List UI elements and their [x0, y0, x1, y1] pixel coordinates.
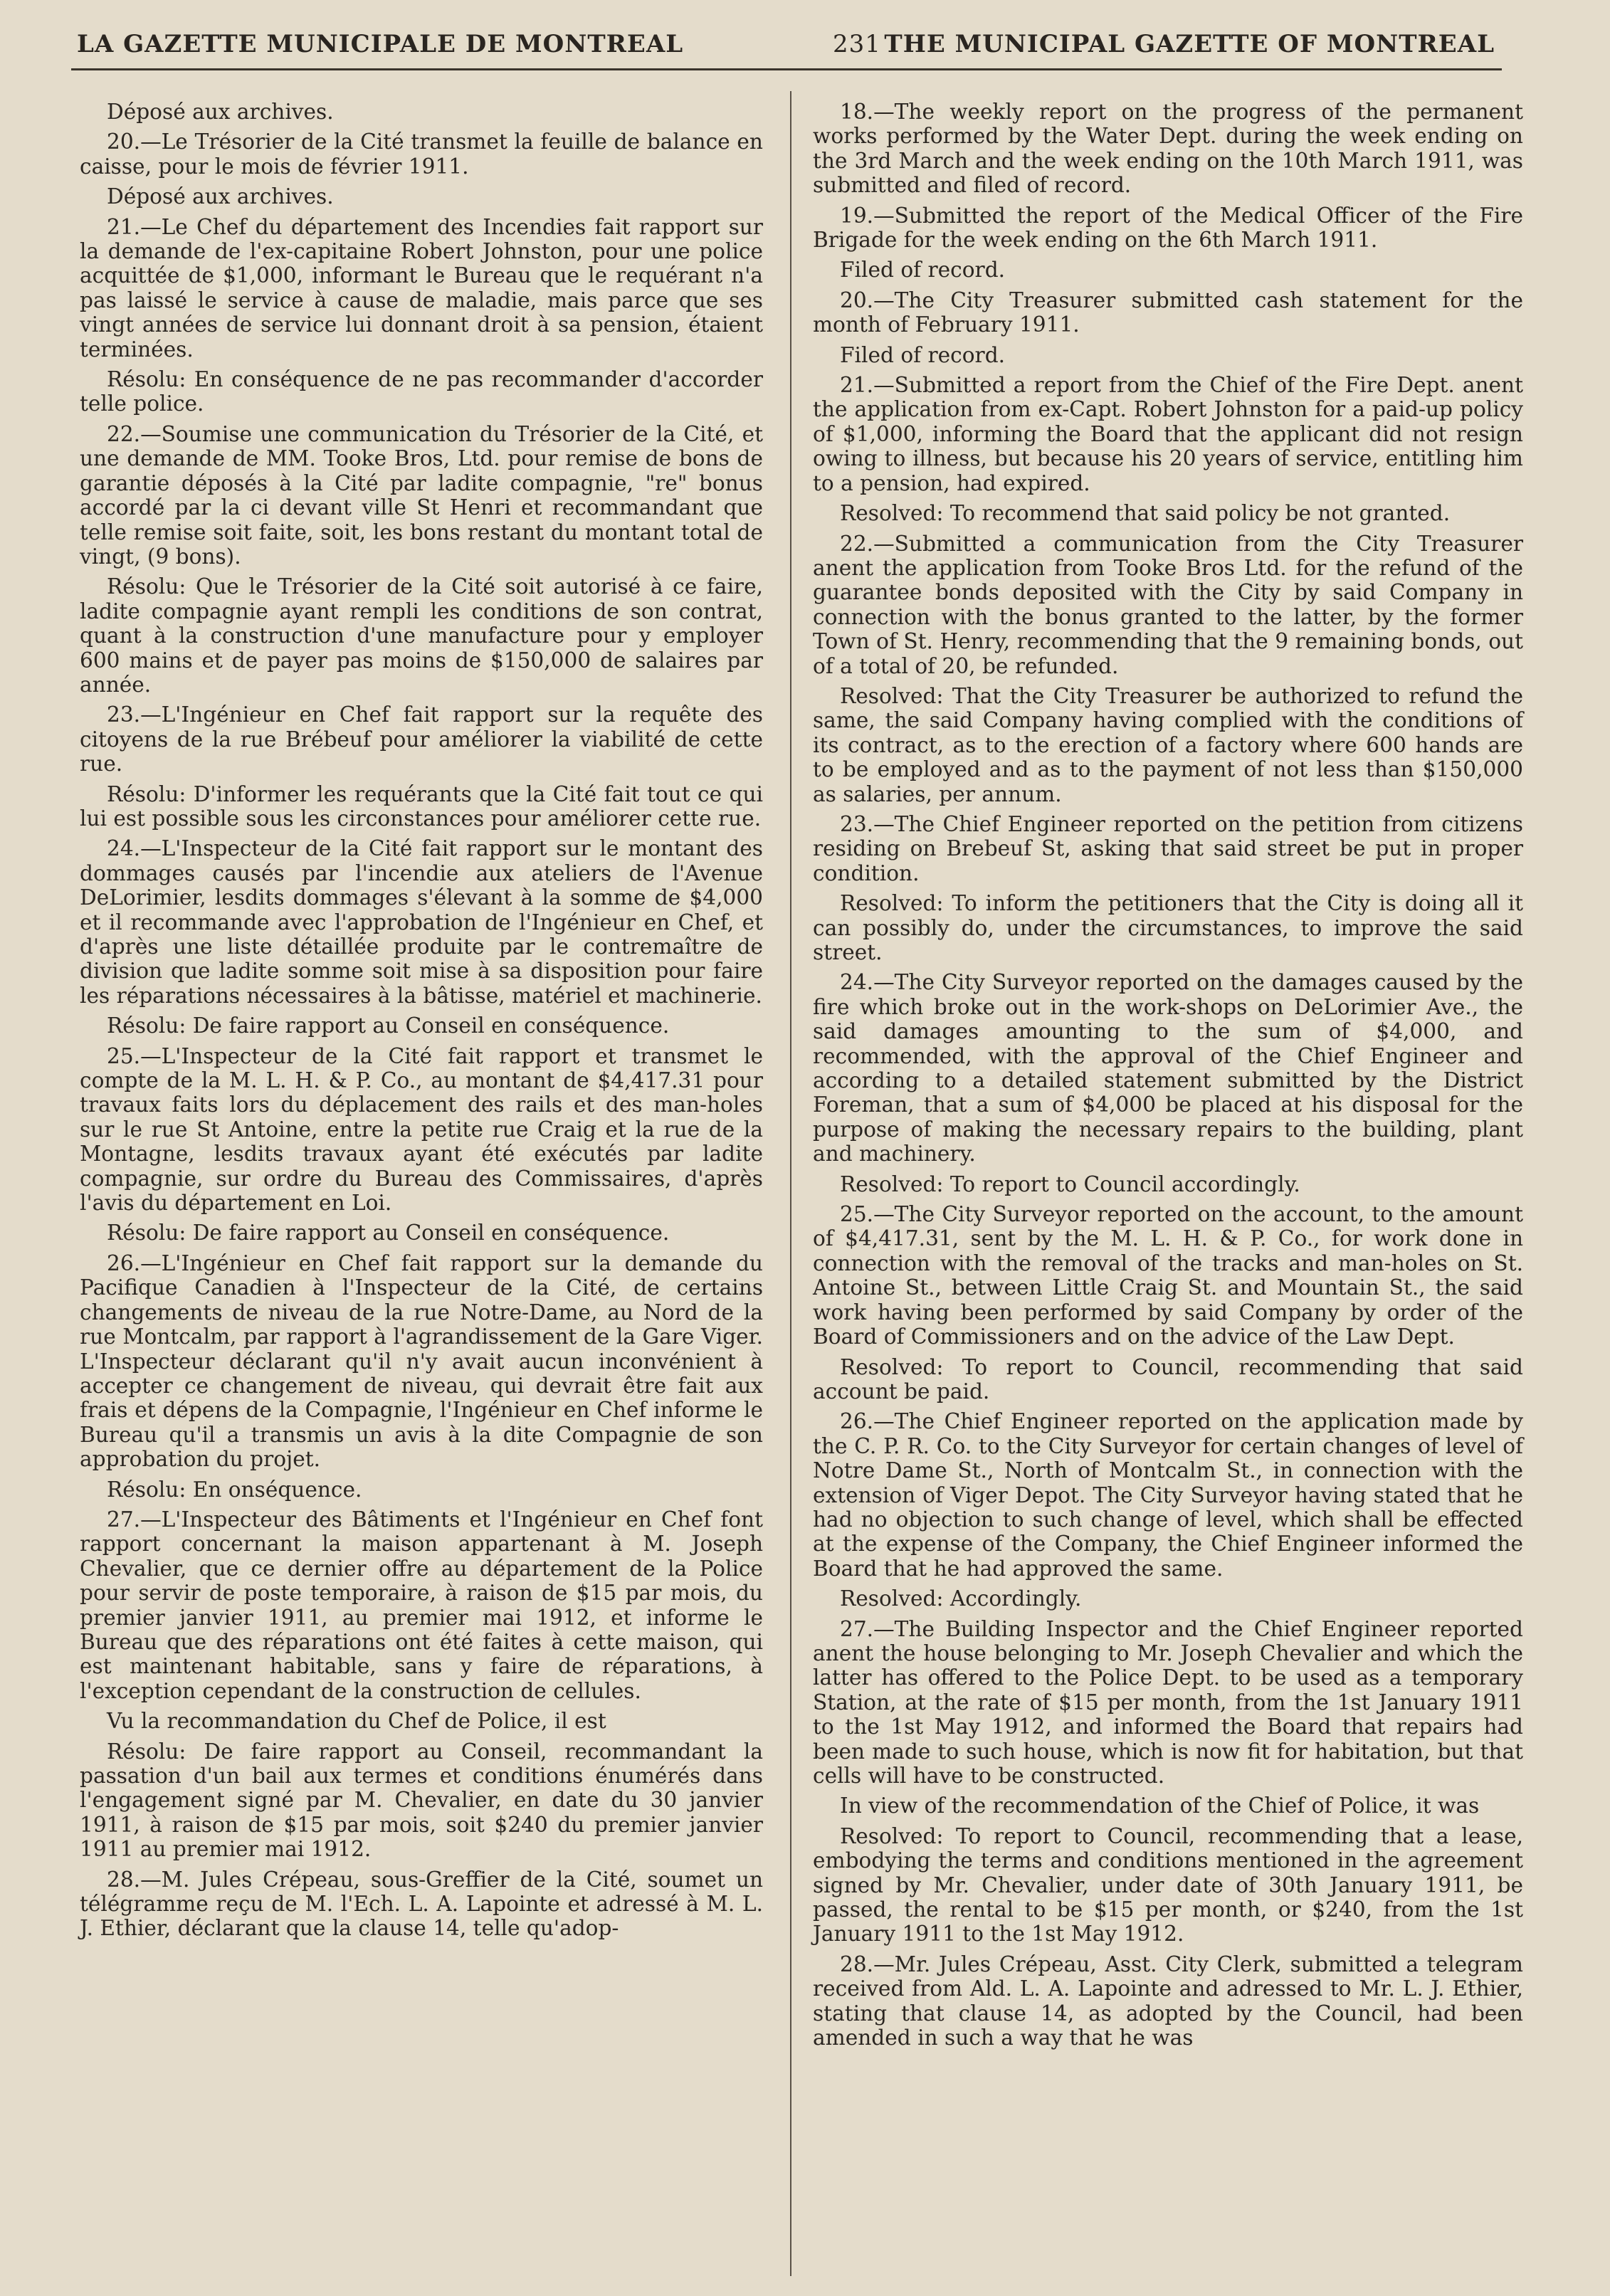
- english-paragraph: 27.—The Building Inspector and the Chief Engineer reported anent the house belonging to Mr. Joseph Chevalier and which the latter has offered to the Police Dept. to be used as a temporary Station, at the rate of $15 per month, from the 1st January 1911 to the 1st May 1912, and informed the Board that repairs had been made to such house, which is now fit for habitation, but that cells will have to be constructed.: [813, 1616, 1523, 1788]
- french-paragraph: 25.—L'Inspecteur de la Cité fait rapport et transmet le compte de la M. L. H. & P. Co., au montant de $4,417.31 pour travaux faits lors du déplacement des rails et des man-holes sur le rue St Antoine, entre la petite rue Craig et la rue de la Montagne, lesdits travaux ayant été exécutés par ladite compagnie, sur ordre du Bureau des Commissaires, d'après l'avis du département en Loi.: [80, 1043, 763, 1216]
- french-paragraph: 23.—L'Ingénieur en Chef fait rapport sur la requête des citoyens de la rue Brébeuf pour améliorer la viabilité de cette rue.: [80, 702, 763, 776]
- english-paragraph: Resolved: That the City Treasurer be authorized to refund the same, the said Company having complied with the conditions of its contract, as to the erection of a factory where 600 hands are to be employed and as to the payment of not less than $150,000 as salaries, per annum.: [813, 683, 1523, 806]
- french-paragraph: Résolu: De faire rapport au Conseil en conséquence.: [107, 1221, 670, 1246]
- english-paragraph: 21.—Submitted a report from the Chief of the Fire Dept. anent the application from ex-Capt. Robert Johnston for a paid-up policy of $1,000, informing the Board that the applicant did not resign owing to illness, but because his 20 years of service, entitling him to a pension, had expired.: [813, 373, 1523, 495]
- french-paragraph: Résolu: De faire rapport au Conseil, recommandant la passation d'un bail aux termes et conditions énumérés dans l'engagement signé par M. Chevalier, en date du 30 janvier 1911, à raison de $15 par mois, soit $240 du premier janvier 1911 au premier mai 1912.: [80, 1739, 763, 1862]
- english-column: [813, 100, 1523, 2055]
- english-paragraph: Resolved: To report to Council, recommending that a lease, embodying the terms and conditions mentioned in the agreement signed by Mr. Chevalier, under date of 30th January 1911, be passed, the rental to be $15 per month, or $240, from the 1st January 1911 to the 1st May 1912.: [813, 1823, 1523, 1947]
- english-paragraph: 23.—The Chief Engineer reported on the petition from citizens residing on Brebeuf St, asking that said street be put in proper condition.: [813, 811, 1523, 885]
- french-column: [80, 100, 763, 1947]
- english-paragraph: 26.—The Chief Engineer reported on the application made by the C. P. R. Co. to the City Surveyor for certain changes of level of Notre Dame St., North of Montcalm St., in connection with the extension of Viger Depot. The City Surveyor having stated that he had no objection to such change of level, which shall be effected at the expense of the Company, the Chief Engineer informed the Board that he had approved the same.: [813, 1409, 1523, 1581]
- english-paragraph: Resolved: To report to Council, recommending that said account be paid.: [813, 1354, 1523, 1404]
- french-paragraph: Déposé aux archives.: [107, 184, 334, 209]
- french-paragraph: 26.—L'Ingénieur en Chef fait rapport sur la demande du Pacifique Canadien à l'Inspecteur de la Cité, de certains changements de niveau de la rue Notre-Dame, au Nord de la rue Montcalm, par rapport à l'agrandissement de la Gare Viger. L'Inspecteur déclarant qu'il n'y avait aucun inconvénient à accepter ce changement de niveau, qui devrait être fait aux frais et dépens de la Compagnie, l'Ingénieur en Chef informe le Bureau qu'il a transmis un avis à la dite Compagnie de son approbation du projet.: [80, 1250, 763, 1472]
- french-paragraph: Déposé aux archives.: [107, 100, 334, 124]
- english-paragraph: In view of the recommendation of the Chief of Police, it was: [840, 1794, 1480, 1818]
- english-paragraph: 18.—The weekly report on the progress of the permanent works performed by the Water Dept. during the week ending on the 3rd March and the week ending on the 10th March 1911, was submitted and filed of record.: [813, 100, 1523, 198]
- english-paragraph: 19.—Submitted the report of the Medical Officer of the Fire Brigade for the week ending on the 6th March 1911.: [813, 203, 1523, 253]
- french-paragraph: Résolu: D'informer les requérants que la Cité fait tout ce qui lui est possible sous les circonstances pour améliorer cette rue.: [80, 781, 763, 831]
- column-divider: [790, 91, 791, 2276]
- english-paragraph: 20.—The City Treasurer submitted cash statement for the month of February 1911.: [813, 288, 1523, 337]
- english-paragraph: 25.—The City Surveyor reported on the account, to the amount of $4,417.31, sent by the M. L. H. & P. Co., for work done in connection with the removal of the tracks and man-holes on St. Antoine St., between Little Craig St. and Mountain St., the said work having been performed by said Company by order of the Board of Commissioners and on the advice of the Law Dept.: [813, 1202, 1523, 1349]
- french-paragraph: Résolu: Que le Trésorier de la Cité soit autorisé à ce faire, ladite compagnie ayant rempli les conditions de son contrat, quant à la construction d'une manufacture pour y employer 600 mains et de payer pas moins de $150,000 de salaires par année.: [80, 574, 763, 697]
- french-paragraph: Résolu: De faire rapport au Conseil en conséquence.: [107, 1013, 670, 1038]
- french-paragraph: Vu la recommandation du Chef de Police, il est: [107, 1709, 606, 1734]
- english-title: THE MUNICIPAL GAZETTE OF MONTREAL: [884, 30, 1495, 58]
- english-paragraph: Filed of record.: [840, 342, 1006, 367]
- english-paragraph: Resolved: Accordingly.: [840, 1586, 1082, 1611]
- french-paragraph: Résolu: En conséquence de ne pas recommander d'accorder telle police.: [80, 367, 763, 416]
- english-paragraph: Resolved: To recommend that said policy be not granted.: [840, 501, 1451, 526]
- english-paragraph: Resolved: To inform the petitioners that the City is doing all it can possibly do, under the circumstances, to improve the said street.: [813, 891, 1523, 964]
- french-paragraph: Résolu: En onséquence.: [107, 1477, 362, 1502]
- english-paragraph: 28.—Mr. Jules Crépeau, Asst. City Clerk, submitted a telegram received from Ald. L. A. Lapointe and adressed to Mr. L. J. Ethier, stating that clause 14, as adopted by the Council, had been amended in such a way that he was: [813, 1952, 1523, 2050]
- page-number: 231: [833, 30, 881, 58]
- french-paragraph: 20.—Le Trésorier de la Cité transmet la feuille de balance en caisse, pour le mois de février 1911.: [80, 130, 763, 179]
- english-paragraph: 22.—Submitted a communication from the City Treasurer anent the application from Tooke Bros Ltd. for the refund of the guarantee bonds deposited with the City by said Company in connection with the bonus granted to the latter, by the former Town of St. Henry, recommending that the 9 remaining bonds, out of a total of 20, be refunded.: [813, 531, 1523, 678]
- french-paragraph: 27.—L'Inspecteur des Bâtiments et l'Ingénieur en Chef font rapport concernant la maison appartenant à M. Joseph Chevalier, que ce dernier offre au département de la Police pour servir de poste temporaire, à raison de $15 par mois, du premier janvier 1911, au premier mai 1912, et informe le Bureau que des réparations ont été faites à cette maison, qui est maintenant habitable, sans y faire de réparations, à l'exception cependant de la construction de cellules.: [80, 1507, 763, 1703]
- english-paragraph: Filed of record.: [840, 258, 1006, 283]
- french-paragraph: 28.—M. Jules Crépeau, sous-Greffier de la Cité, soumet un télégramme reçu de M. l'Ech. L. A. Lapointe et adressé à M. L. J. Ethier, déclarant que la clause 14, telle qu'adop-: [80, 1867, 763, 1941]
- english-paragraph: Resolved: To report to Council accordingly.: [840, 1171, 1300, 1196]
- french-paragraph: 24.—L'Inspecteur de la Cité fait rapport sur le montant des dommages causés par l'incendie aux ateliers de l'Avenue DeLorimier, lesdits dommages s'élevant à la somme de $4,000 et il recommande avec l'approbation de l'Ingénieur en Chef, et d'après une liste détaillée produite par le contremaître de division que ladite somme soit mise à sa disposition pour faire les réparations nécessaires à la bâtisse, matériel et machinerie.: [80, 836, 763, 1008]
- french-title: LA GAZETTE MUNICIPALE DE MONTREAL: [77, 30, 684, 58]
- page-header: [71, 26, 1502, 70]
- english-paragraph: 24.—The City Surveyor reported on the damages caused by the fire which broke out in the work-shops on DeLorimier Ave., the said damages amounting to the sum of $4,000, and recommended, with the approval of the Chief Engineer and according to a detailed statement submitted by the District Foreman, that a sum of $4,000 be placed at his disposal for the purpose of making the necessary repairs to the building, plant and machinery.: [813, 970, 1523, 1167]
- french-paragraph: 22.—Soumise une communication du Trésorier de la Cité, et une demande de MM. Tooke Bros, Ltd. pour remise de bons de garantie déposés à la Cité par ladite compagnie, "re" bonus accordé par la ci devant ville St Henri et recommandant que telle remise soit faite, soit, les bons restant du montant total de vingt, (9 bons).: [80, 421, 763, 569]
- french-paragraph: 21.—Le Chef du département des Incendies fait rapport sur la demande de l'ex-capitaine Robert Johnston, pour une police acquittée de $1,000, informant le Bureau que le requérant n'a pas laissé le service à cause de maladie, mais parce que ses vingt années de service lui donnant droit à sa pension, étaient terminées.: [80, 214, 763, 362]
